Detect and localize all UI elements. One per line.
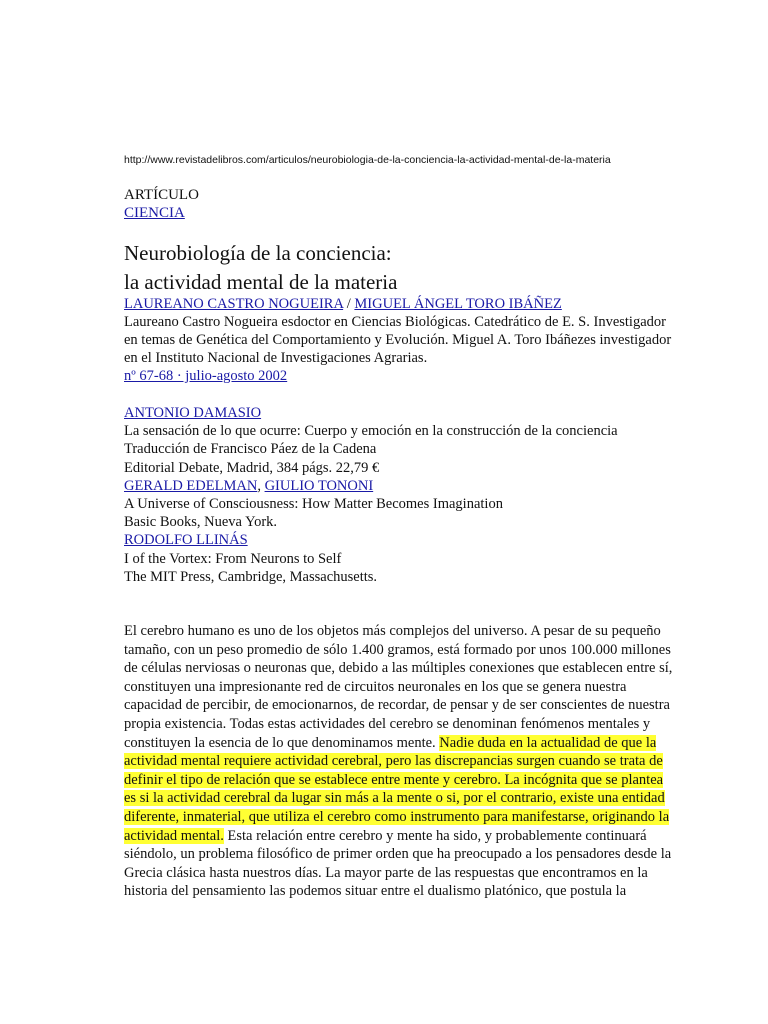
author-bio-line: en el Instituto Nacional de Investigaciones Agrarias.: [124, 350, 428, 366]
reviewed-books: [124, 404, 744, 586]
highlighted-text: definir el tipo de relación que se establece entre mente y cerebro. La incógnita que se plantea: [124, 771, 664, 788]
ref-authors-line: [124, 477, 744, 495]
issue-link[interactable]: nº 67-68 · julio-agosto 2002: [124, 368, 288, 384]
ref-book-line: La sensación de lo que ocurre: Cuerpo y emoción en la construcción de la conciencia: [124, 423, 618, 440]
body-line: de células nerviosas o neuronas que, debido a las múltiples conexiones que establecen entre sí,: [124, 660, 673, 677]
ref-author-link-damasio[interactable]: ANTONIO DAMASIO: [124, 405, 262, 421]
author-bio-line: en temas de Genética del Comportamiento y Evolución. Miguel A. Toro Ibáñezes investigador: [124, 332, 672, 348]
body-line: historia del pensamiento las podemos situar entre el dualismo platónico, que postula la: [124, 883, 627, 900]
article-meta: [124, 295, 744, 385]
body-text-segment: constituyen la esencia de lo que denominamos mente.: [124, 734, 440, 751]
ref-author-link-tononi[interactable]: GIULIO TONONI: [264, 477, 374, 494]
ref-book-line: A Universe of Consciousness: How Matter Becomes Imagination: [124, 496, 503, 513]
author-link-toro[interactable]: MIGUEL ÁNGEL TORO IBÁÑEZ: [354, 296, 562, 312]
title-line-2: la actividad mental de la materia: [124, 270, 398, 294]
body-line: [124, 808, 704, 827]
body-line: constituyen una impresionante red de circuitos neuronales en los que se genera nuestra: [124, 678, 627, 695]
highlighted-text: Nadie duda en la actualidad de que la: [439, 734, 657, 751]
body-line: [124, 789, 704, 808]
body-line: [124, 752, 704, 771]
category-link[interactable]: CIENCIA: [124, 205, 185, 221]
body-line: capacidad de percibir, de emocionarnos, de recordar, de pensar y de ser conscientes de nuestra: [124, 697, 670, 714]
body-line: [124, 827, 704, 846]
highlighted-text: es si la actividad cerebral da lugar sin más a la mente o si, por el contrario, existe una entidad: [124, 790, 665, 807]
section-header: [124, 186, 199, 222]
source-url: http://www.revistadelibros.com/articulos/neurobiologia-de-la-conciencia-la-actividad-mental-de-la-materia: [124, 154, 611, 166]
highlighted-text: actividad mental requiere actividad cerebral, pero las discrepancias surgen cuando se trata de: [124, 753, 663, 770]
ref-book-line: I of the Vortex: From Neurons to Self: [124, 550, 342, 567]
body-line: [124, 734, 704, 753]
body-line: tamaño, con un peso promedio de sólo 1.400 gramos, está formado por unos 100.000 millones: [124, 641, 671, 658]
title-line-1: Neurobiología de la conciencia:: [124, 241, 392, 265]
ref-author-link-edelman[interactable]: GERALD EDELMAN: [124, 477, 258, 494]
ref-author-link-llinas[interactable]: RODOLFO LLINÁS: [124, 532, 248, 549]
body-line: [124, 771, 704, 790]
body-text-segment: Esta relación entre cerebro y mente ha sido, y probablemente continuará: [223, 827, 647, 844]
highlighted-text: actividad mental.: [124, 827, 224, 844]
ref-book-line: The MIT Press, Cambridge, Massachusetts.: [124, 568, 378, 585]
ref-book-line: Editorial Debate, Madrid, 384 págs. 22,79 €: [124, 459, 380, 476]
body-line: siéndolo, un problema filosófico de primer orden que ha preocupado a los pensadores desde la: [124, 846, 672, 863]
author-bio-line: Laureano Castro Nogueira esdoctor en Ciencias Biológicas. Catedrático de E. S. Investigador: [124, 314, 666, 330]
ref-book-line: Basic Books, Nueva York.: [124, 514, 278, 531]
ref-book-line: Traducción de Francisco Páez de la Cadena: [124, 441, 377, 458]
author-separator: /: [343, 296, 355, 312]
body-line: Grecia clásica hasta nuestros días. La mayor parte de las respuestas que encontramos en la: [124, 864, 648, 881]
body-line: El cerebro humano es uno de los objetos más complejos del universo. A pesar de su pequeño: [124, 623, 661, 639]
authors-line: [124, 295, 744, 313]
article-title: [124, 239, 397, 297]
author-link-castro[interactable]: LAUREANO CASTRO NOGUEIRA: [124, 296, 344, 312]
body-line: propia existencia. Todas estas actividades del cerebro se denominan fenómenos mentales y: [124, 715, 651, 732]
ref-author-separator: ,: [257, 477, 265, 494]
article-body: [124, 622, 704, 901]
article-kind-label: ARTÍCULO: [124, 187, 199, 203]
highlighted-text: diferente, inmaterial, que utiliza el cerebro como instrumento para manifestarse, originando la: [124, 808, 670, 825]
